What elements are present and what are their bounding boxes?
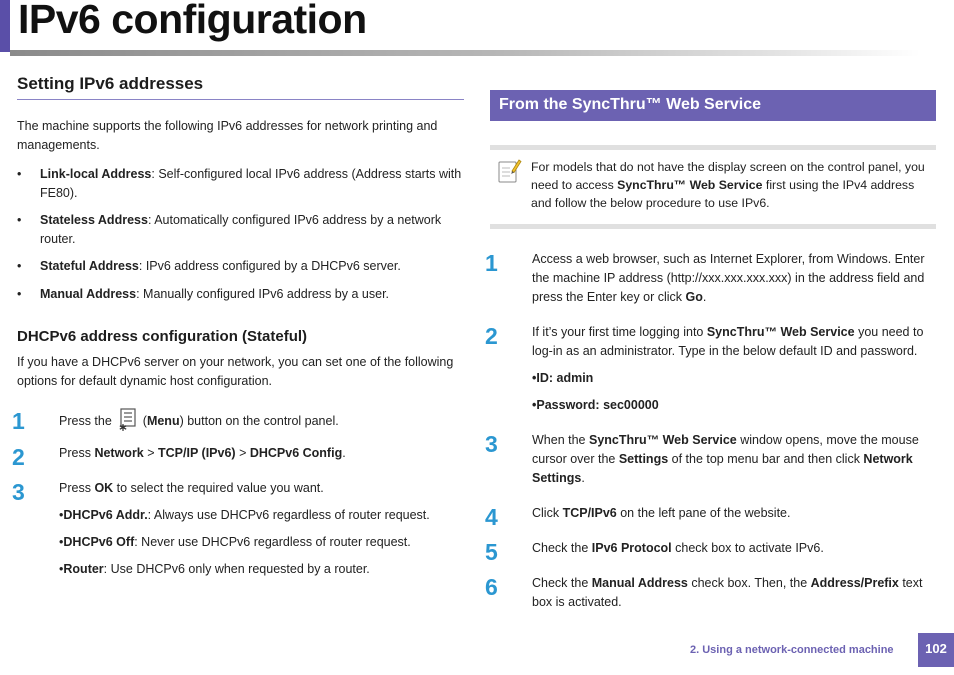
step-bold: Network Settings — [532, 452, 913, 485]
bullet-term: Manual Address — [40, 287, 137, 301]
step-1 — [485, 250, 936, 307]
note-text-part: For models that do not have the display screen on the control panel, you need to access — [531, 160, 925, 192]
bullet-dot: • — [17, 167, 22, 181]
step-text: on the left pane of the website. — [616, 506, 791, 520]
note-text-part: first using the IPv4 address and follow the below procedure to use IPv6. — [531, 178, 915, 210]
step-bold: Address/Prefix — [810, 576, 899, 590]
step-text: Check the — [532, 576, 592, 590]
step-bold: Manual Address — [591, 576, 688, 590]
credential-text: •ID: admin — [532, 371, 594, 385]
option-term: DHCPv6 Off — [63, 535, 135, 549]
step-text: Click — [532, 506, 563, 520]
bullet-text: : Manually configured IPv6 address by a user. — [136, 287, 390, 301]
option-text: : Use DHCPv6 only when requested by a router. — [103, 562, 370, 576]
step-6 — [485, 574, 936, 612]
step-text: If it’s your first time logging into — [532, 325, 707, 339]
step-text: window opens, move the mouse cursor over the — [532, 433, 919, 466]
footer-chapter-label: 2. Using a network-connected machine — [690, 644, 894, 656]
step-number: 2 — [12, 444, 25, 470]
bullet-text: : Automatically configured IPv6 address by a network router. — [40, 213, 442, 246]
left-column — [12, 74, 464, 579]
note-box — [490, 145, 936, 229]
step-bold: Network — [94, 446, 144, 460]
step-bold: Go — [685, 290, 703, 304]
intro-paragraph: The machine supports the following IPv6 addresses for network printing and managements. — [17, 119, 438, 152]
step-2 — [485, 323, 936, 361]
step-number: 3 — [12, 479, 25, 505]
step-text: Check the — [532, 541, 592, 555]
step-text: Press the — [59, 414, 112, 428]
step-text: . — [702, 290, 707, 304]
option-term: Router — [63, 562, 104, 576]
bullet-dot: • — [17, 287, 22, 301]
step-text: ) button on the control panel. — [179, 414, 339, 428]
right-column — [485, 90, 936, 612]
option-item — [17, 506, 464, 525]
list-item — [17, 285, 464, 304]
page-number-badge: 102 — [918, 633, 954, 667]
subsection-intro: If you have a DHCPv6 server on your network, you can set one of the following options for default dynamic host configuration. — [17, 355, 454, 388]
step-text: . — [342, 446, 346, 460]
menu-icon — [118, 408, 136, 432]
step-text: . — [581, 471, 585, 485]
step-bold: TCP/IP (IPv6) — [158, 446, 236, 460]
step-5 — [485, 539, 936, 565]
subsection-heading: DHCPv6 address configuration (Stateful) — [17, 328, 308, 345]
step-text: to select the required value you want. — [113, 481, 324, 495]
list-item — [17, 211, 464, 249]
step-text: check box. Then, the — [687, 576, 811, 590]
step-number: 4 — [485, 504, 498, 530]
option-term: DHCPv6 Addr. — [63, 508, 148, 522]
step-text: text box is activated. — [532, 576, 923, 609]
step-bold: Settings — [618, 452, 669, 466]
note-pencil-icon — [498, 157, 522, 185]
step-bold: TCP/IPv6 — [562, 506, 617, 520]
step-3 — [485, 431, 936, 488]
step-text: Access a web browser, such as Internet Explorer, from Windows. Enter the machine IP address (http://xxx.xxx.xxx.xxx) in the address field and press the Enter key or click — [532, 252, 925, 304]
bullet-dot: • — [17, 259, 22, 273]
step-4 — [485, 504, 936, 530]
step-bold: OK — [94, 481, 114, 495]
list-item — [17, 257, 464, 276]
step-number: 1 — [485, 250, 498, 276]
bullet-text: : Self-configured local IPv6 address (Address starts with FE80). — [40, 167, 462, 200]
bullet-dot: • — [17, 213, 22, 227]
credential-id — [490, 369, 936, 388]
section-header-bar: From the SyncThru™ Web Service — [490, 90, 936, 121]
step-text: Press — [59, 446, 95, 460]
step-text: check box to activate IPv6. — [671, 541, 824, 555]
step-text: > — [235, 446, 250, 460]
step-3 — [12, 479, 464, 505]
list-item — [17, 165, 464, 203]
step-bold: SyncThru™ Web Service — [588, 433, 737, 447]
step-text: you need to log-in as an administrator. Type in the below default ID and password. — [532, 325, 924, 358]
step-number: 1 — [12, 408, 25, 434]
title-accent-bar — [0, 0, 10, 52]
step-text: > — [143, 446, 159, 460]
option-bullet: • — [59, 535, 64, 549]
option-bullet: • — [59, 508, 64, 522]
step-1 — [12, 408, 464, 434]
section-heading: Setting IPv6 addresses — [17, 74, 464, 100]
page-title: IPv6 configuration — [18, 0, 367, 42]
step-bold: DHCPv6 Config — [249, 446, 343, 460]
option-bullet: • — [59, 562, 64, 576]
credential-password — [490, 396, 936, 415]
step-bold: Menu — [146, 414, 180, 428]
step-text: When the — [532, 433, 589, 447]
step-number: 5 — [485, 539, 498, 565]
step-text: ( — [139, 414, 147, 428]
option-item — [17, 560, 464, 579]
bullet-term: Stateless Address — [40, 213, 148, 227]
credential-text: •Password: sec00000 — [532, 398, 659, 412]
step-2 — [12, 444, 464, 470]
option-text: : Always use DHCPv6 regardless of router request. — [147, 508, 430, 522]
step-text: of the top menu bar and then click — [668, 452, 864, 466]
option-text: : Never use DHCPv6 regardless of router request. — [134, 535, 411, 549]
option-item — [17, 533, 464, 552]
step-number: 2 — [485, 323, 498, 349]
step-number: 3 — [485, 431, 498, 457]
step-bold: IPv6 Protocol — [591, 541, 672, 555]
bullet-term: Link-local Address — [40, 167, 152, 181]
bullet-term: Stateful Address — [40, 259, 139, 273]
note-bold: SyncThru™ Web Service — [617, 178, 763, 192]
title-rule — [10, 50, 920, 56]
note-text — [531, 158, 930, 212]
bullet-text: : IPv6 address configured by a DHCPv6 server. — [138, 259, 401, 273]
step-text: Press — [59, 481, 95, 495]
step-number: 6 — [485, 574, 498, 600]
step-bold: SyncThru™ Web Service — [706, 325, 855, 339]
